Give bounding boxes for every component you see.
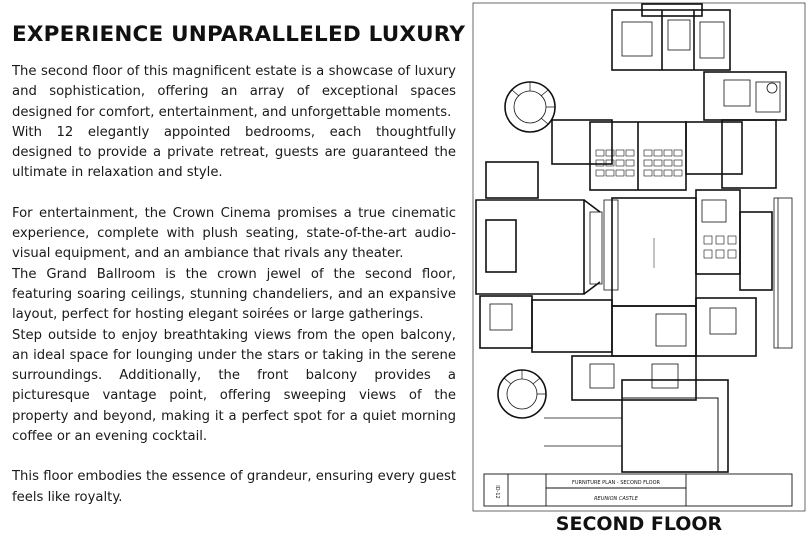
lower-rooms [480,296,756,400]
floor-caption: SECOND FLOOR [555,513,723,535]
page-heading: EXPERIENCE UNPARALLELED LUXURY [12,22,466,47]
north-wing [612,4,730,70]
paragraph-balcony: Step outside to enjoy breathtaking views from the open balcony, an ideal space for lounging under the stars or taking in the serene surroundings. Additionally, the front balcony provides a picturesque vantage point, offering sweeping views of the property and beyond, making it a perfect spot for a quiet morning coffee or an evening cocktail. [12,327,456,445]
paragraph-intro: The second floor of this magnificent estate is a showcase of luxury and sophistication, offering an array of exceptional spaces designed for comfort, entertainment, and unforgettable moments. [12,64,456,120]
title-block-sheet: ID-12 [494,485,500,499]
east-mid-rooms [696,190,772,290]
title-block-project: REUNION CASTLE [594,496,638,502]
west-tower-bottom [498,370,546,418]
grand-ballroom [612,198,696,306]
description-column [12,22,466,508]
north-east-suite [704,72,786,120]
title-block-plan-title: FURNITURE PLAN - SECOND FLOOR [572,480,660,486]
sheet-frame [473,3,805,511]
paragraph-cinema: For entertainment, the Crown Cinema promises a true cinematic experience, complete with plush seating, state-of-the-art audio-visual equipment, and an ambiance that rivals any theater. [12,205,456,262]
paragraph-ballroom: The Grand Ballroom is the crown jewel of the second floor, featuring soaring ceilings, stunning chandeliers, and an expansive layout, perfect for hosting elegant soirées or large gatherings. [12,266,456,323]
east-balcony [774,198,792,348]
west-courtyard [476,200,618,294]
west-tower-top [505,82,555,132]
title-block [484,474,792,506]
paragraph-closing: This floor embodies the essence of grandeur, ensuring every guest feels like royalty. [12,469,456,505]
cinema-seating [596,150,682,176]
paragraph-bedrooms: With 12 elegantly appointed bedrooms, each thoughtfully designed to provide a private retreat, guests are guaranteed the ultimate in relaxation and style. [12,124,456,181]
floor-plan-drawing [472,2,806,512]
